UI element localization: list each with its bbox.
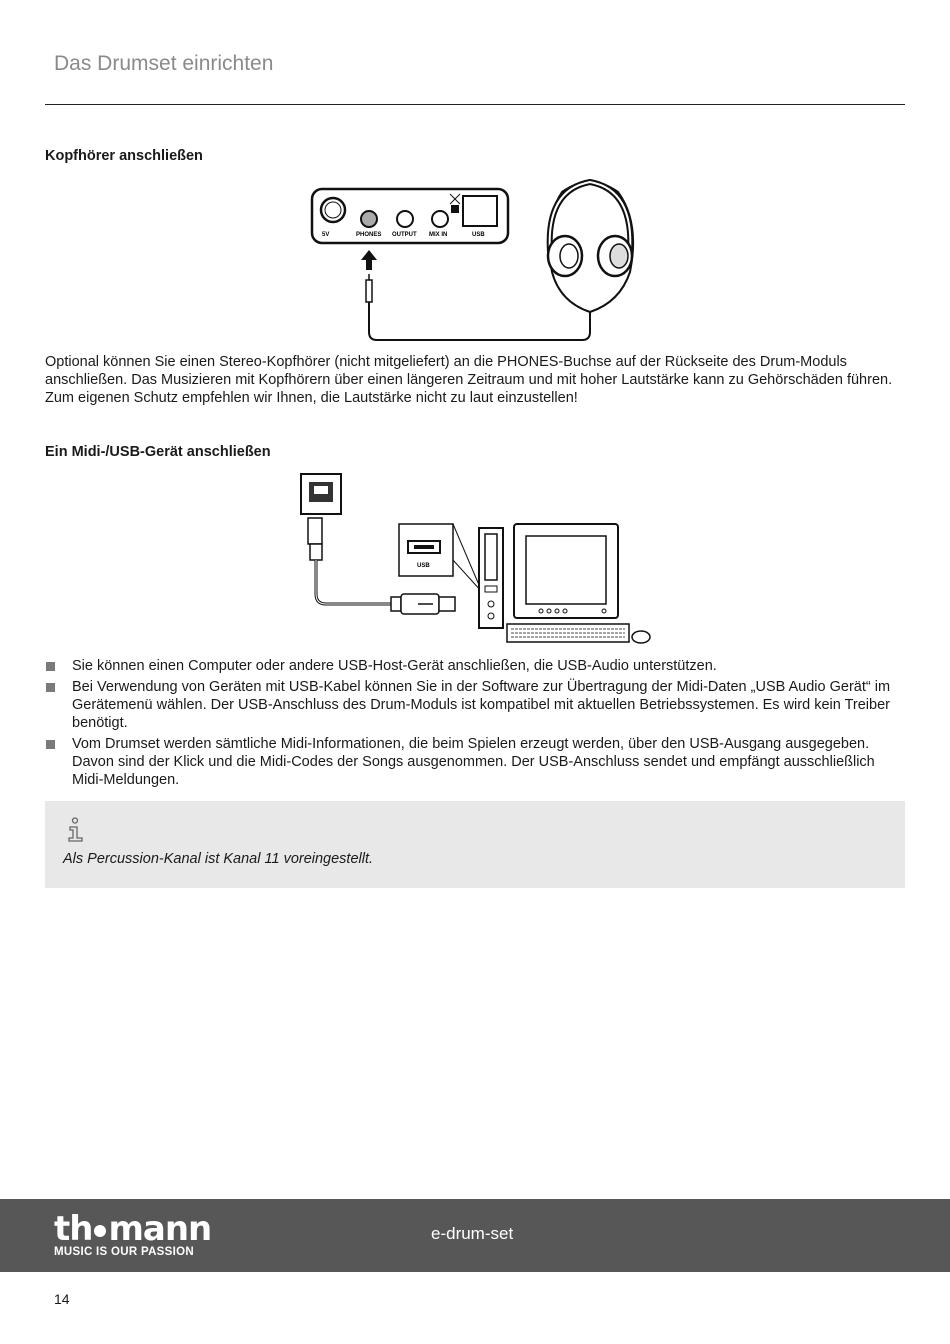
thomann-logo: th mann <box>54 1209 212 1249</box>
usb-port-label: USB <box>417 563 430 569</box>
headphones-on-head-illustration <box>548 182 633 312</box>
usb-connection-figure <box>295 468 655 648</box>
usb-bullet-list <box>45 657 905 792</box>
computer-monitor <box>514 524 618 618</box>
headphones-paragraph: Optional können Sie einen Stereo-Kopfhörer (nicht mitgeliefert) an die PHONES-Buchse auf der Rückseite des Drum-Moduls anschließen. Das Musizieren mit Kopfhörern über einen längeren Zeitraum und mit hoher Lautstärke kann zu Gehörschäden führen. Zum eigenen Schutz empfehlen wir Ihnen, die Lautstärke nicht zu laut einzustellen! <box>45 354 893 406</box>
module-rear-panel <box>312 189 508 243</box>
panel-label-usb: USB <box>472 232 485 238</box>
panel-label-phones: PHONES <box>356 232 382 238</box>
bullet-square-icon <box>46 662 55 671</box>
page-header-title: Das Drumset einrichten <box>54 52 274 75</box>
bullet-square-icon <box>46 740 55 749</box>
note-text: Als Percussion-Kanal ist Kanal 11 voreingestellt. <box>63 851 374 867</box>
keyboard-and-mouse <box>507 624 650 643</box>
usb-a-plug <box>391 594 455 614</box>
list-item: Sie können einen Computer oder andere USB-Host-Gerät anschließen, die USB-Audio unterstützen. <box>45 657 905 675</box>
brand-slogan: MUSIC IS OUR PASSION <box>54 1246 194 1258</box>
note-box <box>45 801 905 888</box>
panel-label-output: OUTPUT <box>392 232 417 238</box>
section-heading-midi-usb: Ein Midi-/USB-Gerät anschließen <box>45 444 271 460</box>
header-divider <box>45 104 905 105</box>
arrow-up-icon <box>361 250 377 270</box>
usb-port-callout <box>399 524 482 592</box>
footer-title: e-drum-set <box>431 1224 514 1243</box>
bullet-square-icon <box>46 683 55 692</box>
panel-label-mix-in: MIX IN <box>429 232 448 238</box>
list-item: Vom Drumset werden sämtliche Midi-Informationen, die beim Spielen erzeugt werden, über den USB-Ausgang ausgegeben. Davon sind der Klick und die Midi-Codes der Songs ausgenommen. Der USB-Anschluss sendet und empfängt ausschließlich Midi-Meldungen. <box>45 735 905 789</box>
info-icon <box>67 817 87 843</box>
section-heading-headphones: Kopfhörer anschließen <box>45 148 203 164</box>
list-item: Bei Verwendung von Geräten mit USB-Kabel können Sie in der Software zur Übertragung der Midi-Daten „USB Audio Gerät“ im Gerätemenü wählen. Der USB-Anschluss des Drum-Moduls ist kompatibel mit aktuellen Betriebssystemen. Es wird kein Treiber benötigt. <box>45 678 905 732</box>
usb-b-port <box>301 474 341 514</box>
panel-label-5v: 5V <box>322 232 330 238</box>
headphone-connection-figure <box>300 172 650 344</box>
usb-b-plug <box>308 518 391 604</box>
page-number: 14 <box>54 1291 70 1307</box>
logo-dot-icon <box>94 1225 106 1237</box>
footer-band <box>0 1199 950 1272</box>
computer-tower <box>479 528 503 628</box>
